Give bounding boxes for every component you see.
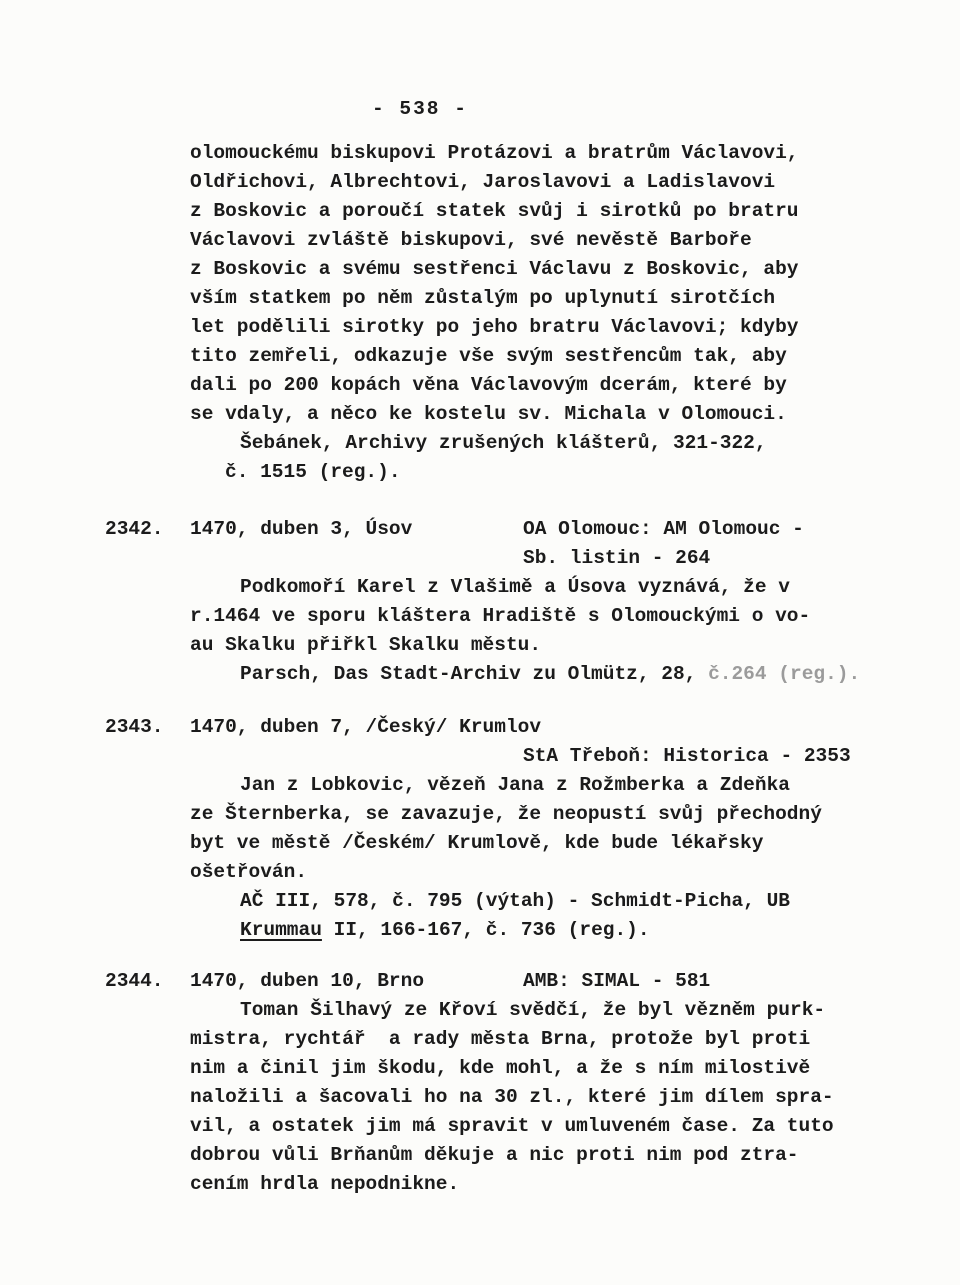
text-line: ze Šternberka, se zavazuje, že neopustí svůj přechodný [190, 803, 822, 825]
entry-body [0, 996, 960, 1199]
text-line: let podělili sirotky po jeho bratru Václavovi; kdyby [190, 316, 799, 338]
entry-header [0, 713, 960, 742]
entry-date-place: 1470, duben 10, Brno [190, 970, 425, 992]
text-line: č. 1515 (reg.). [225, 461, 401, 483]
text-line: Jan z Lobkovic, vězeň Jana z Rožmberka a Zdeňka [240, 774, 790, 796]
text-line: naložili a šacovali ho na 30 zl., které jim dílem spra- [190, 1086, 834, 1108]
text-line: byt ve městě /Českém/ Krumlově, kde bude lékařsky [190, 832, 764, 854]
text-line: dali po 200 kopách věna Václavovým dcerám, které by [190, 374, 787, 396]
text-line: au Skalku přiřkl Skalku městu. [190, 634, 542, 656]
text-line: AČ III, 578, č. 795 (výtah) - Schmidt-Picha, UB [240, 890, 790, 912]
archive-reference-continued [0, 544, 960, 573]
text-line: Parsch, Das Stadt-Archiv zu Olmütz, 28, č.264 (reg.). [240, 663, 861, 685]
entry-number: 2342. [105, 518, 164, 540]
continuation-text [0, 139, 960, 487]
text-line: se vdaly, a něco ke kostelu sv. Michala v Olomouci. [190, 403, 787, 425]
entry-header [0, 515, 960, 544]
archive-reference-continued [0, 742, 960, 771]
text-line: ošetřován. [190, 861, 308, 883]
text-line: mistra, rychtář a rady města Brna, protože byl proti [190, 1028, 811, 1050]
entry-2344 [0, 967, 960, 1199]
entry-number: 2344. [105, 970, 164, 992]
text-line: r.1464 ve sporu kláštera Hradiště s Olomouckými o vo- [190, 605, 811, 627]
archive-reference: OA Olomouc: AM Olomouc - [523, 518, 804, 540]
entry-date-place: 1470, duben 7, /Český/ Krumlov [190, 716, 542, 738]
text-line: Šebánek, Archivy zrušených klášterů, 321-322, [240, 432, 767, 454]
entry-body [0, 573, 960, 689]
text-line: Podkomoří Karel z Vlašimě a Úsova vyznává, že v [240, 576, 790, 598]
text-line: Sb. listin - 264 [523, 547, 711, 569]
entry-2342 [0, 515, 960, 689]
text-line: Toman Šilhavý ze Křoví svědčí, že byl vězněm purk- [240, 999, 826, 1021]
text-line: Václavovi zvláště biskupovi, své nevěstě Barboře [190, 229, 752, 251]
page-number: - 538 - [372, 98, 468, 120]
text-line: vším statkem po něm zůstalým po uplynutí sirotčích [190, 287, 776, 309]
entry-date-place: 1470, duben 3, Úsov [190, 518, 413, 540]
text-line: olomouckému biskupovi Protázovi a bratrům Václavovi, [190, 142, 799, 164]
text-line: dobrou vůli Brňanům děkuje a nic proti nim pod ztra- [190, 1144, 799, 1166]
text-line: Oldřichovi, Albrechtovi, Jaroslavovi a Ladislavovi [190, 171, 776, 193]
archive-reference: AMB: SIMAL - 581 [523, 970, 711, 992]
entry-header [0, 967, 960, 996]
text-line: Krummau II, 166-167, č. 736 (reg.). [240, 919, 650, 941]
underlined-text: Krummau [240, 919, 322, 941]
entry-2343 [0, 713, 960, 945]
text-line: z Boskovic a poroučí statek svůj i sirotků po bratru [190, 200, 799, 222]
text-line: nim a činil jim škodu, kde mohl, a že s ním milostivě [190, 1057, 811, 1079]
faded-text: č.264 (reg.). [708, 663, 861, 685]
entry-body [0, 771, 960, 945]
text-line: StA Třeboň: Historica - 2353 [523, 745, 851, 767]
text-line: z Boskovic a svému sestřenci Václavu z Boskovic, aby [190, 258, 799, 280]
text-line: cením hrdla nepodnikne. [190, 1173, 460, 1195]
text-line: tito zemřeli, odkazuje vše svým sestřencům tak, aby [190, 345, 787, 367]
text-line: vil, a ostatek jim má spravit v umluveném čase. Za tuto [190, 1115, 834, 1137]
entry-number: 2343. [105, 716, 164, 738]
